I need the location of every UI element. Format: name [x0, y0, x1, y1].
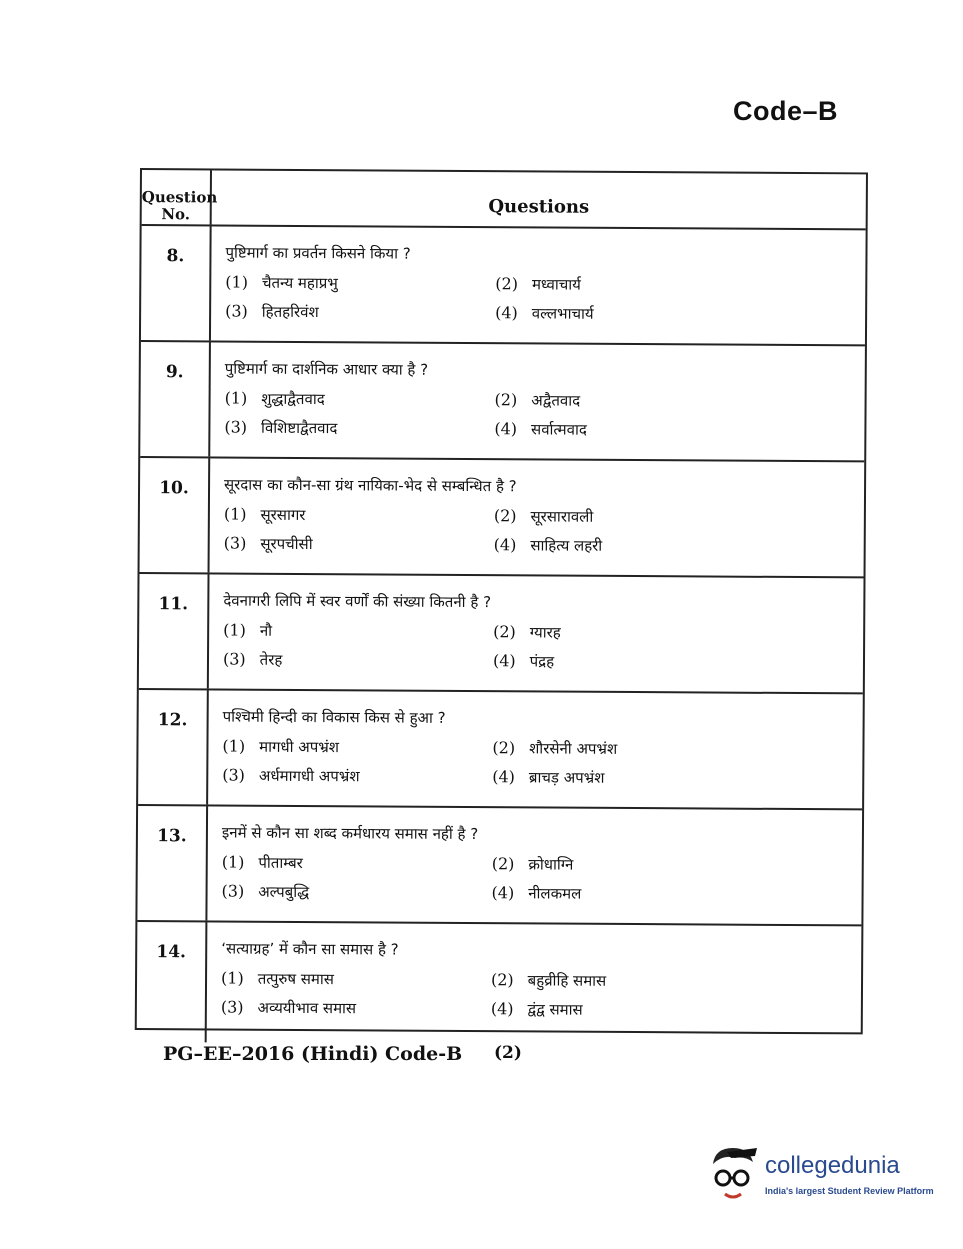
option-text: अल्पबुद्धि — [258, 882, 310, 902]
option-item — [221, 969, 491, 991]
option-number: (2) — [493, 506, 517, 526]
option-number: (4) — [490, 999, 514, 1019]
option-text: पंद्रह — [529, 652, 555, 671]
option-text: तेरह — [259, 650, 283, 669]
option-number: (4) — [494, 419, 518, 439]
option-text: सर्वात्मवाद — [531, 420, 587, 439]
option-number: (1) — [221, 852, 245, 872]
option-item — [492, 767, 852, 789]
option-number: (2) — [490, 970, 514, 990]
option-item — [222, 853, 492, 875]
question-number: 12. — [138, 690, 209, 804]
option-number: (4) — [493, 535, 517, 555]
option-text: अर्धमागधी अपभ्रंश — [258, 766, 360, 786]
option-text: बहुव्रीहि समास — [527, 971, 607, 990]
option-item — [492, 738, 852, 760]
option-item — [493, 622, 853, 644]
questions-header: Questions — [488, 196, 590, 218]
option-text: शुद्धाद्वैतवाद — [261, 389, 325, 409]
option-text: सूरसागर — [260, 505, 306, 525]
question-row — [137, 806, 862, 926]
options-list — [225, 273, 855, 326]
option-item — [495, 303, 855, 325]
option-text: मध्वाचार्य — [531, 275, 581, 294]
option-number: (4) — [491, 883, 515, 903]
option-item — [224, 505, 494, 527]
question-number: 10. — [140, 458, 211, 572]
question-body — [224, 475, 854, 558]
option-text: विशिष्टाद्वैतवाद — [261, 418, 338, 438]
page-number: (2) — [494, 1043, 522, 1063]
option-text: ब्राचड़ अपभ्रंश — [528, 768, 605, 787]
option-text: क्रोधाग्नि — [528, 855, 574, 874]
options-list — [222, 737, 852, 790]
option-item — [491, 970, 851, 992]
option-item — [492, 883, 852, 905]
question-row — [141, 226, 866, 346]
option-number: (1) — [224, 388, 248, 408]
option-item — [224, 534, 494, 556]
option-item — [491, 999, 851, 1021]
question-number: 9. — [140, 342, 211, 456]
option-number: (2) — [494, 390, 518, 410]
option-text: ग्यारह — [529, 623, 561, 642]
logo-tagline: India's largest Student Review Platform — [765, 1186, 934, 1196]
option-text: वल्लभाचार्य — [531, 304, 594, 323]
option-item — [225, 302, 495, 324]
question-body — [222, 823, 852, 906]
question-text: देवनागरी लिपि में स्वर वर्णों की संख्या कितनी है ? — [223, 591, 492, 612]
option-item — [222, 882, 492, 904]
option-number: (3) — [223, 533, 247, 553]
option-number: (3) — [222, 649, 246, 669]
option-text: अद्वैतवाद — [531, 391, 581, 410]
option-item — [493, 651, 853, 673]
mascot-icon — [705, 1142, 761, 1206]
option-number: (3) — [221, 881, 245, 901]
option-number: (1) — [225, 272, 249, 292]
option-number: (2) — [495, 274, 519, 294]
question-rows — [137, 226, 866, 1046]
logo-name: collegedunia — [765, 1152, 900, 1179]
collegedunia-logo — [705, 1142, 935, 1212]
options-list — [221, 969, 851, 1022]
option-item — [222, 766, 492, 788]
options-list — [224, 389, 854, 442]
option-number: (2) — [491, 854, 515, 874]
option-text: साहित्य लहरी — [530, 536, 603, 555]
question-number: 13. — [137, 806, 208, 920]
question-body — [223, 591, 853, 674]
option-item — [223, 650, 493, 672]
option-number: (4) — [492, 767, 516, 787]
question-number: 8. — [141, 226, 212, 340]
option-text: शौरसेनी अपभ्रंश — [529, 739, 618, 758]
option-item — [495, 274, 855, 296]
option-number: (4) — [495, 303, 518, 323]
option-number: (1) — [222, 736, 246, 756]
question-text: इनमें से कौन सा शब्द कर्मधारय समास नहीं है ? — [221, 823, 479, 844]
question-row — [137, 922, 862, 1046]
option-item — [494, 506, 854, 528]
option-text: अव्ययीभाव समास — [257, 998, 357, 1018]
option-number: (2) — [493, 622, 516, 642]
questions-table — [135, 168, 868, 1034]
option-item — [224, 418, 494, 440]
question-text: सूरदास का कौन-सा ग्रंथ नायिका-भेद से सम्बन्धित है ? — [224, 475, 517, 496]
option-text: पीताम्बर — [258, 853, 303, 873]
question-row — [139, 574, 864, 694]
option-number: (3) — [224, 417, 248, 437]
option-number: (3) — [220, 997, 244, 1017]
option-item — [222, 737, 492, 759]
options-list — [222, 853, 852, 906]
question-text: पश्चिमी हिन्दी का विकास किस से हुआ ? — [222, 707, 446, 727]
option-item — [492, 854, 852, 876]
option-number: (3) — [225, 301, 248, 321]
table-header — [142, 170, 866, 230]
option-number: (3) — [222, 765, 246, 785]
option-text: तत्पुरुष समास — [257, 969, 334, 989]
question-body — [221, 939, 851, 1022]
question-body — [225, 243, 855, 326]
option-item — [494, 535, 854, 557]
option-number: (4) — [492, 651, 516, 671]
question-text: पुष्टिमार्ग का दार्शनिक आधार क्या है ? — [224, 359, 429, 379]
options-list — [223, 621, 853, 674]
option-text: मागधी अपभ्रंश — [259, 737, 340, 757]
option-text: हितहरिवंश — [261, 302, 319, 322]
option-text: नौ — [259, 621, 273, 640]
option-item — [225, 389, 495, 411]
footer-label: PG–EE–2016 (Hindi) Code-B — [163, 1043, 463, 1065]
option-item — [223, 621, 493, 643]
option-item — [225, 273, 495, 295]
option-text: नीलकमल — [528, 884, 582, 903]
question-row — [140, 458, 865, 578]
question-text: पुष्टिमार्ग का प्रवर्तन किसने किया ? — [225, 243, 411, 263]
option-text: चैतन्य महाप्रभु — [261, 273, 338, 293]
question-row — [140, 342, 865, 462]
option-number: (1) — [223, 504, 247, 524]
option-number: (1) — [220, 968, 244, 988]
option-number: (1) — [223, 620, 246, 640]
paper-code: Code–B — [733, 96, 839, 126]
question-text: ‘सत्याग्रह’ में कौन सा समास है ? — [221, 939, 399, 959]
option-number: (2) — [492, 738, 516, 758]
option-text: द्वंद्व समास — [527, 1000, 583, 1019]
question-row — [138, 690, 863, 810]
question-no-header: Question No. — [142, 170, 212, 224]
question-body — [224, 359, 854, 442]
question-body — [222, 707, 852, 790]
option-text: सूरपचीसी — [260, 534, 313, 554]
option-item — [495, 390, 855, 412]
option-text: सूरसारावली — [530, 507, 594, 526]
options-list — [224, 505, 854, 558]
question-number: 14. — [137, 922, 208, 1042]
question-number: 11. — [139, 574, 210, 688]
option-item — [494, 419, 854, 441]
option-item — [221, 998, 491, 1020]
